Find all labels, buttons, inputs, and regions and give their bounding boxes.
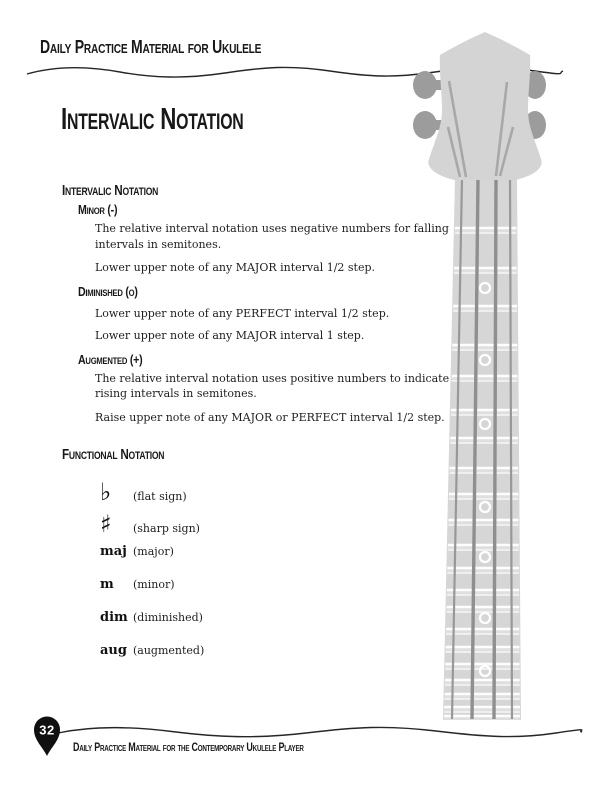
section-heading-intervalic: Intervalic Notation xyxy=(62,182,159,199)
minor-tip: Lower upper note of any MAJOR interval 1/2 step. xyxy=(95,261,376,274)
glossary-label: (augmented) xyxy=(133,644,205,657)
diminished-tip-2: Lower upper note of any MAJOR interval 1 step. xyxy=(95,329,365,342)
sharp-sign-glyph: ♯ xyxy=(100,510,112,538)
page-number: 32 xyxy=(39,722,55,738)
glossary-label: (major) xyxy=(133,545,174,558)
flat-sign-glyph: ♭ xyxy=(100,478,112,506)
section-heading-functional: Functional Notation xyxy=(62,446,165,463)
diminished-tip-1: Lower upper note of any PERFECT interval 1/2 step. xyxy=(95,306,390,320)
augmented-symbol: aug xyxy=(100,643,127,658)
augmented-description xyxy=(95,371,472,402)
glossary-label: (sharp sign) xyxy=(133,522,200,535)
ukulele-headstock xyxy=(428,32,541,180)
intervalic-section xyxy=(62,183,472,425)
minor-description xyxy=(95,221,472,252)
functional-section xyxy=(62,447,362,676)
page-header: Daily Practice Material for Ukulele xyxy=(40,37,262,57)
minor-symbol: m xyxy=(100,577,114,592)
page-footer: Daily Practice Material for the Contemporary Ukulele Player xyxy=(73,742,304,754)
glossary-row-augmented xyxy=(100,643,362,659)
glossary-label: (minor) xyxy=(133,578,175,591)
notation-glossary xyxy=(100,480,362,659)
page-number-badge xyxy=(32,715,62,757)
glossary-label: (flat sign) xyxy=(133,490,187,503)
subheading-augmented: Augmented (+) xyxy=(78,352,143,367)
subheading-diminished: Diminished (o) xyxy=(78,284,138,299)
glossary-row-sharp xyxy=(100,512,362,536)
major-symbol: maj xyxy=(100,544,127,559)
page-title: Intervalic Notation xyxy=(61,101,244,136)
glossary-row-diminished xyxy=(100,610,362,626)
glossary-label: (diminished) xyxy=(133,611,203,624)
text-line: The relative interval notation uses positive numbers to indicate xyxy=(95,371,450,385)
subheading-minor: Minor (-) xyxy=(78,203,118,217)
diminished-symbol: dim xyxy=(100,610,128,625)
glossary-row-flat xyxy=(100,480,362,504)
glossary-row-major xyxy=(100,544,362,560)
text-line: intervals in semitones. xyxy=(95,237,222,251)
text-line: The relative interval notation uses negative numbers for falling xyxy=(95,222,449,235)
augmented-tip: Raise upper note of any MAJOR or PERFECT interval 1/2 step. xyxy=(95,410,445,424)
text-line: rising intervals in semitones. xyxy=(95,387,257,400)
glossary-row-minor xyxy=(100,577,362,593)
